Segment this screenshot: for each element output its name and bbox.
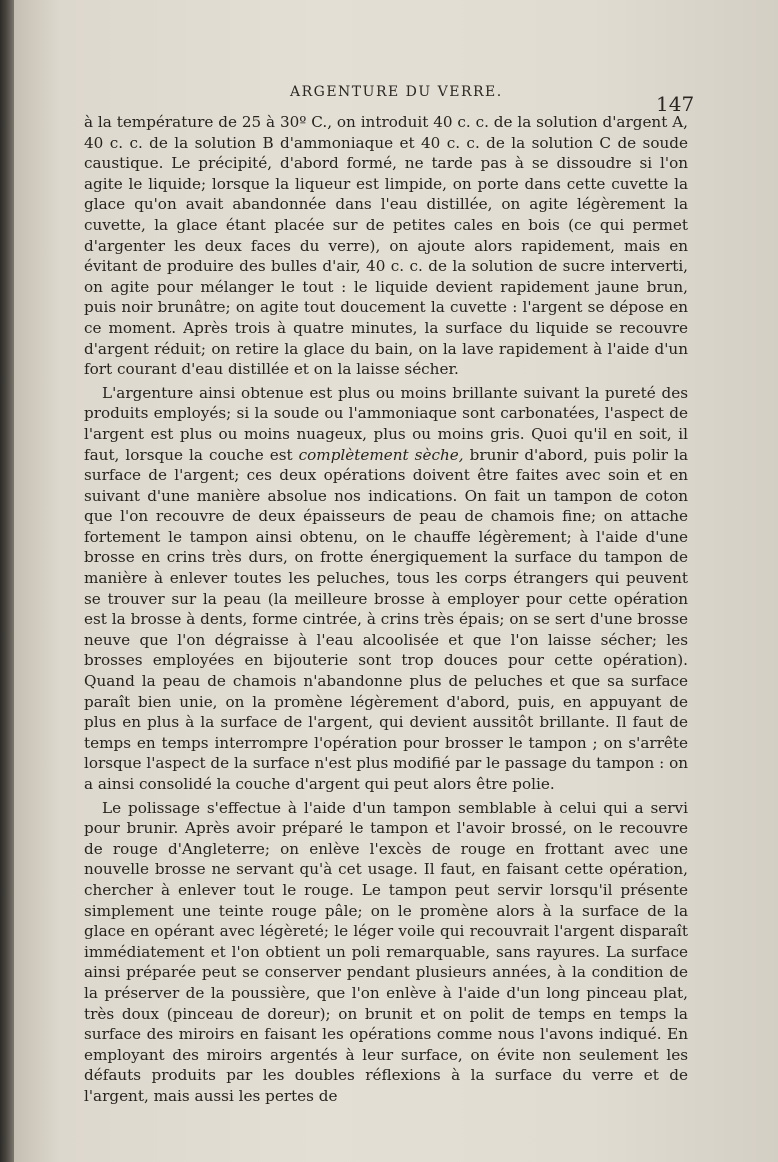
paragraph-2	[84, 383, 688, 795]
paragraph-1: à la température de 25 à 30º C., on introduit 40 c. c. de la solution d'argent A, 40 c. c. de la solution B d'ammoniaque et 40 c. c. de la solution C de soude caustique. Le précipité, d'abord formé, ne tarde pas à se dissoudre si l'on agite le liquide; lorsque la liqueur est limpide, on porte dans cette cuvette la glace qu'on avait abandonnée dans l'eau distillée, on agite légèrement la cuvette, la glace étant placée sur de petites cales en bois (ce qui permet d'argenter les deux faces du verre), on ajoute alors rapidement, mais en évitant de produire des bulles d'air, 40 c. c. de la solution de sucre interverti, on agite pour mélanger le tout : le liquide devient rapidement jaune brun, puis noir brunâtre; on agite tout doucement la cuvette : l'argent se dépose en ce moment. Après trois à quatre minutes, la surface du liquide se recouvre d'argent réduit; on retire la glace du bain, on la lave rapidement à l'aide d'un fort courant d'eau distillée et on la laisse sécher.	[84, 113, 688, 379]
page-number: 147	[656, 92, 695, 116]
running-title: ARGENTURE DU VERRE.	[290, 84, 503, 100]
body-text	[84, 112, 688, 1107]
paragraph-2-text-after: brunir d'abord, puis polir la surface de l'argent; ces deux opérations doivent être faites avec soin et en suivant d'une manière absolue nos indications. On fait un tampon de coton que l'on recouvre de deux épaisseurs de peau de chamois fine; on attache fortement le tampon ainsi obtenu, on le chauffe légèrement; à l'aide d'une brosse en crins très durs, on frotte énergiquement la surface du tampon de manière à enlever toutes les peluches, tous les corps étrangers qui peuvent se trouver sur la peau (la meilleure brosse à employer pour cette opération est la brosse à dents, forme cintrée, à crins très épais; on se sert d'une brosse neuve que l'on dégraisse à l'eau alcoolisée et que l'on laisse sécher; les brosses employées en bijouterie sont trop douces pour cette opération). Quand la peau de chamois n'abandonne plus de peluches et que sa surface paraît bien unie, on la promène légèrement d'abord, puis, en appuyant de plus en plus à la surface de l'argent, qui devient aussitôt brillante. Il faut de temps en temps interrompre l'opération pour brosser le tampon ; on s'arrête lorsque l'aspect de la surface n'est plus modifié par le passage du tampon : on a ainsi consolidé la couche d'argent qui peut alors être polie.	[84, 445, 688, 793]
paragraph-2-emphasis: complètement sèche,	[298, 445, 464, 464]
paragraph-3: Le polissage s'effectue à l'aide d'un tampon semblable à celui qui a servi pour brunir. Après avoir préparé le tampon et l'avoir brossé, on le recouvre de rouge d'Angleterre; on enlève l'excès de rouge en frottant avec une nouvelle brosse ne servant qu'à cet usage. Il faut, en faisant cette opération, chercher à enlever tout le rouge. Le tampon peut servir lorsqu'il présente simplement une teinte rouge pâle; on le promène alors à la surface de la glace en opérant avec légèreté; le léger voile qui recouvrait l'argent disparaît immédiatement et l'on obtient un poli remarquable, sans rayures. La surface ainsi préparée peut se conserver pendant plusieurs années, à la condition de la préserver de la poussière, que l'on enlève à l'aide d'un long pinceau plat, très doux (pinceau de doreur); on brunit et on polit de temps en temps la surface des miroirs en faisant les opérations comme nous l'avons indiqué. En employant des miroirs argentés à leur surface, on évite non seulement les défauts produits par les doubles réflexions à la surface du verre et de l'argent, mais aussi les pertes de	[84, 798, 688, 1105]
paragraph-2-text-before: L'argenture ainsi obtenue est plus ou moins brillante suivant la pureté des produits employés; si la soude ou l'ammoniaque sont carbonatées, l'aspect de l'argent est plus ou moins nuageux, plus ou moins gris. Quoi qu'il en soit, il faut, lorsque la couche est	[84, 383, 688, 464]
book-binding-edge	[0, 0, 14, 1162]
book-page	[14, 0, 778, 1162]
